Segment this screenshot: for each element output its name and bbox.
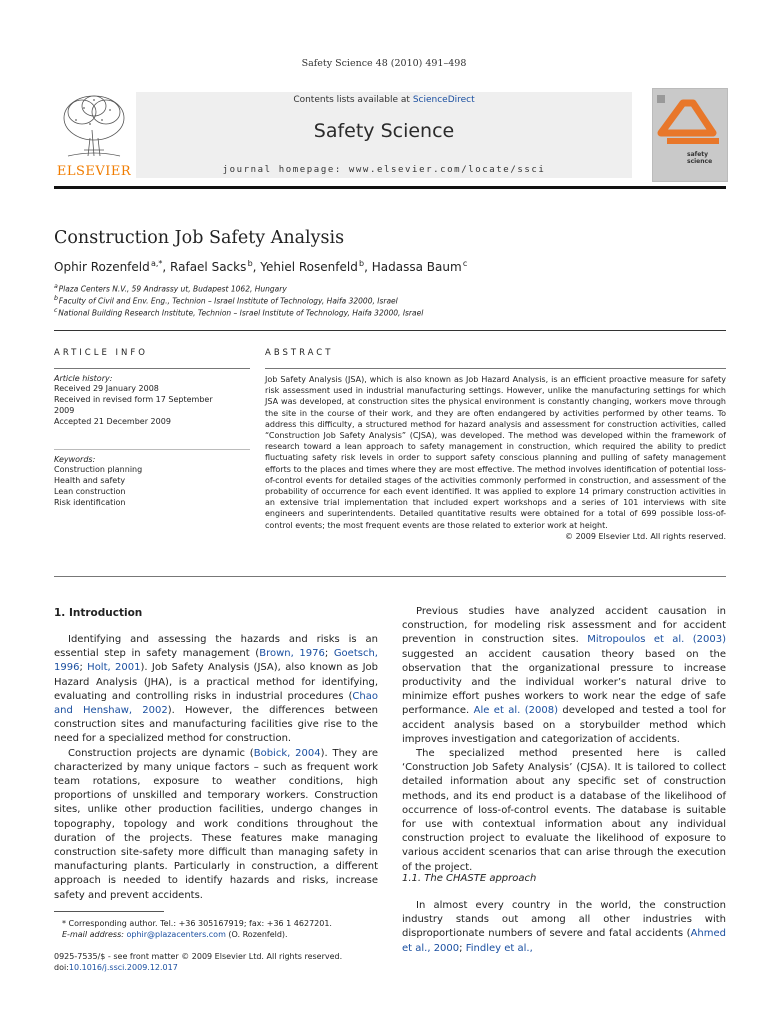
history-line: Received in revised form 17 September xyxy=(54,395,213,404)
keyword: Lean construction xyxy=(54,487,126,496)
author-affil-marker[interactable]: b xyxy=(359,259,365,268)
author-name: Hadassa Baum xyxy=(371,260,462,274)
keyword: Construction planning xyxy=(54,465,143,474)
keywords-block xyxy=(54,455,250,508)
paragraph xyxy=(402,605,726,747)
affiliation-marker: c xyxy=(54,307,58,314)
affiliation-a xyxy=(54,283,287,294)
contents-line xyxy=(136,95,632,105)
citation-link[interactable]: Goetsch, 1996 xyxy=(54,648,378,674)
citation-link[interactable]: Bobick, 2004 xyxy=(253,747,321,759)
keywords-rule xyxy=(54,449,250,450)
sciencedirect-link[interactable]: ScienceDirect xyxy=(412,95,475,105)
keywords-label: Keywords: xyxy=(54,455,96,464)
doi-link[interactable]: 10.1016/j.ssci.2009.12.017 xyxy=(68,963,178,972)
abstract-heading: ABSTRACT xyxy=(265,348,334,358)
footnote-rule xyxy=(54,911,164,912)
issn-line: 0925-7535/$ - see front matter © 2009 Elsevier Ltd. All rights reserved. xyxy=(54,952,343,961)
keyword: Health and safety xyxy=(54,476,126,485)
author-list: Ophir Rozenfeld $^{a,*}$, Rafael Sacks $^b$, Yehiel Rosenfeld $^b$, Hadassa Baum $^c$ xyxy=(54,259,468,274)
journal-name: Safety Science xyxy=(313,120,455,142)
author-name: Rafael Sacks xyxy=(170,260,247,274)
affiliation-text: National Building Research Institute, Technion – Israel Institute of Technology, Haifa 32000, Israel xyxy=(58,308,424,318)
journal-cover-image xyxy=(652,88,728,182)
abstract-text: Job Safety Analysis (JSA), which is also known as Job Hazard Analysis, is an efficient proactive measure for safety risk assessment used in industrial manufacturing settings. However, unlike the manufacturing settings for which JSA was developed, at construction sites the physical environment is constantly changing, workers move through the site in the course of their work, and they are often endangered by activities performed by other teams. To address this difficulty, a structured method for hazard analysis and assessment for construction activities, called “Construction Job Safety Analysis” (CJSA), was developed. The method was developed within the framework of research toward a lean approach to safety management in construction, which required the ability to predict fluctuating safety risk levels in order to support safety conscious planning and pulling of safety management efforts to the places and times where they are most effective. The method involves identification of potential loss-of-control events for detailed stages of the activities commonly performed in construction, and assessment of the probability of occurrence for each event identified. It was applied to explore 14 primary construction activities in an extensive trial implementation that included expert workshops and a series of 101 interviews with site engineers and superintendents. Detailed quantitative results were obtained for a total of 699 possible loss-of-control events; the most frequent events are those related to exterior work at height. xyxy=(265,375,726,530)
paragraph xyxy=(54,747,378,903)
text-run: Construction projects are dynamic ( xyxy=(68,747,254,759)
article-info-heading: ARTICLE INFO xyxy=(54,348,148,358)
author-name: Ophir Rozenfeld xyxy=(54,260,150,274)
text-run: suggested an accident causation theory based on the observation that the organizational pressure to increase productivity and the individual worker’s natural drive to minimize effort pushes workers to work near the edge of safe performance. xyxy=(402,648,726,717)
cover-art xyxy=(653,89,727,181)
history-label: Article history: xyxy=(54,374,113,383)
citation-link[interactable]: Ale et al. (2008) xyxy=(473,705,558,717)
section-heading-introduction: 1. Introduction xyxy=(54,607,143,619)
history-line: Accepted 21 December 2009 xyxy=(54,417,171,426)
cover-title: safety science xyxy=(687,151,713,165)
citation-link[interactable]: Ahmed et al., 2000 xyxy=(402,928,726,954)
text-run: ). They are characterized by many unique factors – such as frequent work team rotations, exposure to weather conditions, high proportions of unskilled and temporary workers. Construction sites, unlike other production facilities, undergo changes in topography, topology and work conditions throughout the duration of the projects. These features make managing construction site-safety more difficult than managing safety in manufacturing plants. Particularly in construction, a different approach is needed to identify hazards and risks, increase safety and prevent accidents. xyxy=(54,747,378,901)
affiliation-text: Plaza Centers N.V., 59 Andrassy ut, Budapest 1062, Hungary xyxy=(58,284,287,294)
citation-link[interactable]: Brown, 1976 xyxy=(259,648,325,660)
author-affil-marker[interactable]: c xyxy=(462,259,468,268)
journal-citation: Safety Science 48 (2010) 491–498 xyxy=(301,58,467,69)
history-line: Received 29 January 2008 xyxy=(54,384,159,393)
front-matter-footer xyxy=(54,951,384,973)
text-run: Identifying and assessing the hazards and risks is an essential step in safety management ( xyxy=(54,634,378,660)
affiliation-b xyxy=(54,295,398,306)
abstract-rule xyxy=(265,368,726,369)
doi-line xyxy=(54,962,384,973)
affiliation-text: Faculty of Civil and Env. Eng., Technion – Israel Institute of Technology, Haifa 32000, Israel xyxy=(58,296,398,306)
text-run: In almost every country in the world, the construction industry stands out among all other industries with disproportionate numbers of severe and fatal accidents ( xyxy=(402,900,726,940)
text-run: developed and tested a tool for accident analysis based on a storybuilder method which improves investigation and categorization of accidents. xyxy=(402,705,727,745)
author-affil-marker[interactable]: a,* xyxy=(150,259,163,268)
body-column-left xyxy=(54,633,378,903)
citation-link[interactable]: Findley et al., xyxy=(465,942,533,954)
citation-link[interactable]: Holt, 2001 xyxy=(87,662,141,674)
author-affil-marker[interactable]: b xyxy=(247,259,253,268)
text-run: Previous studies have analyzed accident causation in construction, for modeling risk assessment and for accident prevention in construction sites. xyxy=(402,606,726,646)
paragraph: The specialized method presented here is called ‘Construction Job Safety Analysis’ (CJSA). It is tailored to collect detailed information about any specific set of construction methods, and its end product is a database of the likelihood of occurrence of loss-of-control events. The database is suitable for use with contextual information about any individual construction project to evaluate the likelihood of exposure to various accident scenarios that can arise through the execution of the project. xyxy=(402,748,726,873)
doi-prefix: doi: xyxy=(54,963,69,972)
article-history xyxy=(54,374,250,427)
keyword: Risk identification xyxy=(54,498,126,507)
text-run: ). Job Safety Analysis (JSA), also known as Job Hazard Analysis (JHA), is a practical method for identifying, evaluating and controlling risks in industrial procedures ( xyxy=(54,662,378,702)
subsection-heading-chaste: 1.1. The CHASTE approach xyxy=(402,873,537,884)
abstract-copyright: © 2009 Elsevier Ltd. All rights reserved. xyxy=(565,531,726,541)
author-name: Yehiel Rosenfeld xyxy=(260,260,358,274)
history-line: 2009 xyxy=(54,406,75,415)
paragraph: In almost every country in the world, the construction industry stands out among all other industries with disproportionate numbers of severe and fatal accidents (Ahmed et al., 2000; Findley et al., xyxy=(402,900,726,954)
email-link[interactable]: ophir@plazacenters.com xyxy=(126,930,226,939)
text-run: ). However, the differences between construction sites and manufacturing facilities give rise to the need for a specialized method for construction. xyxy=(54,705,378,745)
email-suffix: (O. Rozenfeld). xyxy=(225,930,288,939)
elsevier-wordmark: ELSEVIER xyxy=(56,164,132,179)
abstract-body xyxy=(265,374,726,542)
footnote-line: * Corresponding author. Tel.: +36 305167919; fax: +36 1 4627201. xyxy=(62,919,332,928)
corresponding-author-footnote xyxy=(62,918,382,940)
affiliation-c xyxy=(54,307,423,318)
email-label: E-mail address: xyxy=(62,930,127,939)
affiliation-marker: a xyxy=(54,283,58,290)
article-info-rule xyxy=(54,368,250,369)
title-block-rule xyxy=(54,330,726,331)
footnote-email-line xyxy=(62,929,382,940)
citation-link[interactable]: Chao and Henshaw, 2002 xyxy=(54,690,378,717)
contents-prefix: Contents lists available at xyxy=(293,95,413,105)
affiliation-marker: b xyxy=(54,295,58,302)
abstract-bottom-rule xyxy=(54,576,726,577)
paragraph: Identifying and assessing the hazards and risks is an essential step in safety management (Brown, 1976; Goetsch, 1996; Holt, 2001). Job Safety Analysis (JSA), also known as Job Hazard Analysis (JHA), is a practical method for identifying, evaluating and controlling risks in industrial procedures (Chao and Henshaw, 2002). However, the differences between construction sites and manufacturing facilities give rise to the need for a specialized method for construction. xyxy=(54,634,378,745)
header-rule xyxy=(54,186,726,189)
journal-homepage[interactable]: journal homepage: www.elsevier.com/locate/ssci xyxy=(222,165,546,175)
citation-link[interactable]: Mitropoulos et al. (2003) xyxy=(587,634,726,646)
article-title: Construction Job Safety Analysis xyxy=(54,228,345,248)
body-column-right-continued xyxy=(402,899,726,956)
body-column-right xyxy=(402,605,726,875)
